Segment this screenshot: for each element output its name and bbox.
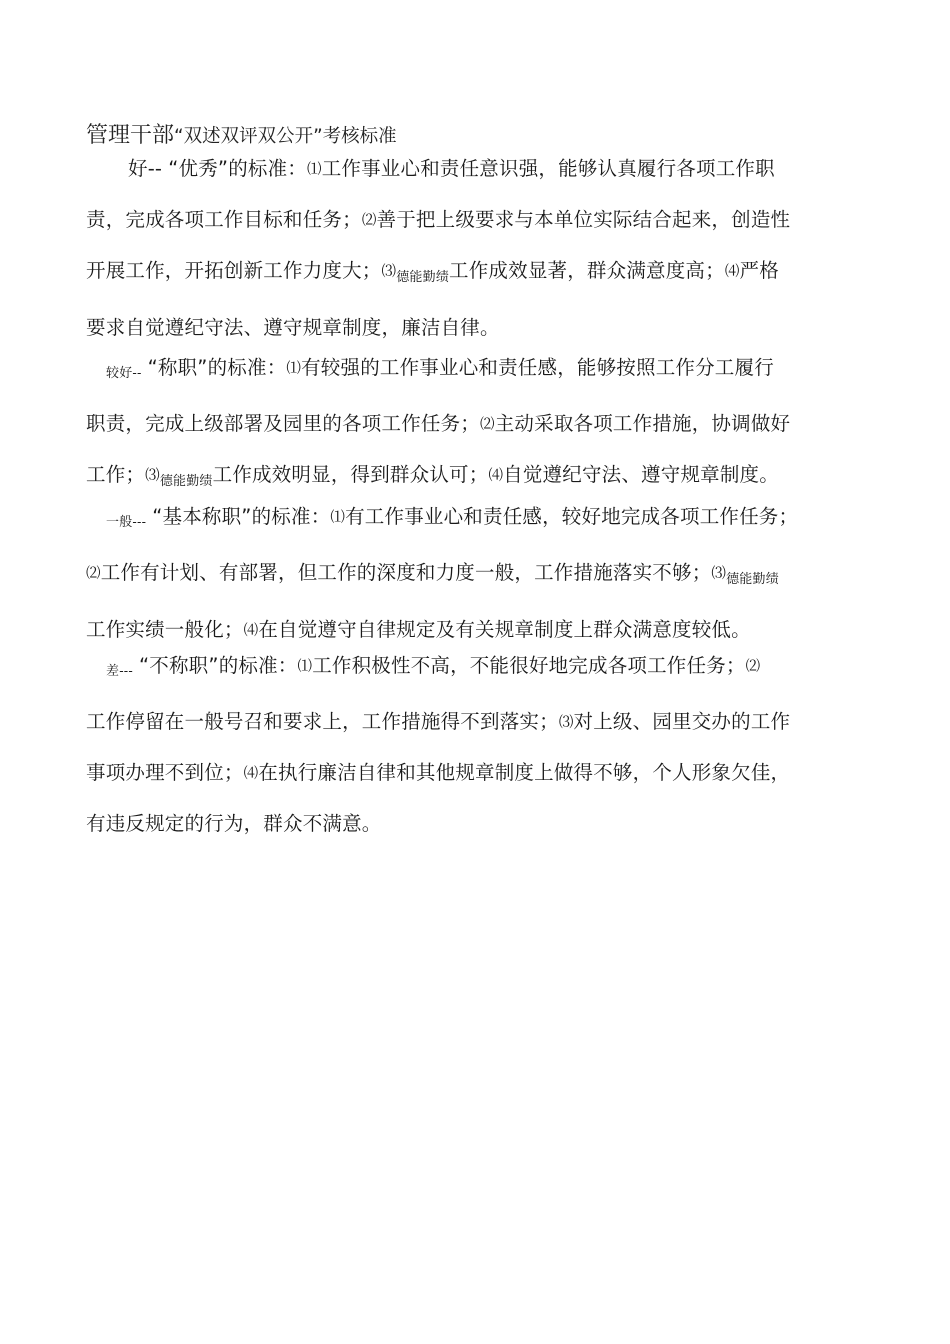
body-text: “优秀”的标准： [168, 157, 307, 180]
paragraph-basic-competent [86, 492, 868, 656]
text-line [86, 246, 868, 303]
body-text: 自觉遵纪守法、遵守规章制度。 [503, 463, 779, 486]
text-line [86, 492, 868, 548]
text-line [86, 799, 868, 849]
item-number: ⑵ [86, 566, 101, 582]
paragraph-incompetent [86, 641, 868, 849]
body-text: 事项办理不到位； [86, 761, 244, 784]
title-main: “双述双评双公开”考核标准 [174, 126, 397, 147]
body-text: 在自觉遵守自律规定及有关规章制度上群众满意度较低。 [258, 618, 751, 641]
item-number: ⑴ [286, 361, 302, 377]
item-number: ⑶ [711, 566, 727, 582]
item-number: ⑵ [361, 213, 377, 229]
item-number: ⑵ [745, 659, 761, 675]
text-line [86, 697, 868, 748]
text-line [86, 548, 868, 605]
text-line [86, 399, 868, 450]
level-label: 好-- [128, 157, 163, 180]
body-text: 工作有计划、有部署，但工作的深度和力度一般，工作措施落实不够； [100, 561, 712, 584]
text-line [86, 343, 868, 399]
body-text: 严格 [739, 259, 779, 282]
level-label: 一般--- [106, 515, 147, 530]
paragraph-competent [86, 343, 868, 507]
item-number: ⑶ [558, 715, 574, 731]
level-label: 较好-- [106, 366, 142, 381]
body-text: 开展工作，开拓创新工作力度大； [86, 259, 382, 282]
body-text: “基本称职”的标准： [152, 505, 331, 528]
item-number: ⑵ [480, 417, 495, 433]
subscript-text: 德能勤绩 [726, 572, 779, 587]
level-label: 差--- [106, 664, 133, 679]
body-text: 职责，完成上级部署及园里的各项工作任务； [86, 412, 481, 435]
body-text: 工作积极性不高，不能很好地完成各项工作任务； [312, 654, 746, 677]
item-number: ⑴ [307, 162, 322, 178]
item-number: ⑷ [488, 468, 504, 484]
body-text: 在执行廉洁自律和其他规章制度上做得不够，个人形象欠佳， [258, 761, 791, 784]
text-line [86, 641, 868, 697]
body-text: 工作事业心和责任意识强，能够认真履行各项工作职 [321, 157, 775, 180]
body-text: 要求自觉遵纪守法、遵守规章制度，廉洁自律。 [86, 316, 500, 339]
text-line [86, 144, 868, 195]
body-text: “称职”的标准： [147, 356, 287, 379]
body-text: 善于把上级要求与本单位实际结合起来，创造性 [376, 208, 791, 231]
body-text: 工作实绩一般化； [86, 618, 244, 641]
title-prefix: 管理干部 [86, 123, 175, 148]
item-number: ⑴ [330, 510, 346, 526]
paragraph-excellent [86, 144, 868, 353]
body-text: 工作成效显著，群众满意度高； [449, 259, 725, 282]
item-number: ⑷ [243, 766, 259, 782]
subscript-text: 德能勤绩 [159, 474, 213, 489]
body-text: 对上级、园里交办的工作 [573, 710, 791, 733]
item-number: ⑷ [724, 264, 740, 280]
text-line [86, 748, 868, 799]
text-line [86, 195, 868, 246]
body-text: 工作成效明显，得到群众认可； [212, 463, 489, 486]
item-number: ⑷ [243, 623, 259, 639]
body-text: 责，完成各项工作目标和任务； [86, 208, 362, 231]
body-text: “不称职”的标准： [138, 654, 298, 677]
body-text: 工作停留在一般号召和要求上，工作措施得不到落实； [86, 710, 559, 733]
body-text: 有违反规定的行为，群众不满意。 [86, 812, 382, 835]
subscript-text: 德能勤绩 [396, 270, 450, 285]
body-text: 主动采取各项工作措施，协调做好 [494, 412, 791, 435]
item-number: ⑴ [297, 659, 313, 675]
body-text: 工作； [86, 463, 146, 486]
body-text: 有较强的工作事业心和责任感，能够按照工作分工履行 [301, 356, 774, 379]
item-number: ⑶ [145, 468, 160, 484]
item-number: ⑶ [381, 264, 397, 280]
body-text: 有工作事业心和责任感，较好地完成各项工作任务； [345, 505, 799, 528]
